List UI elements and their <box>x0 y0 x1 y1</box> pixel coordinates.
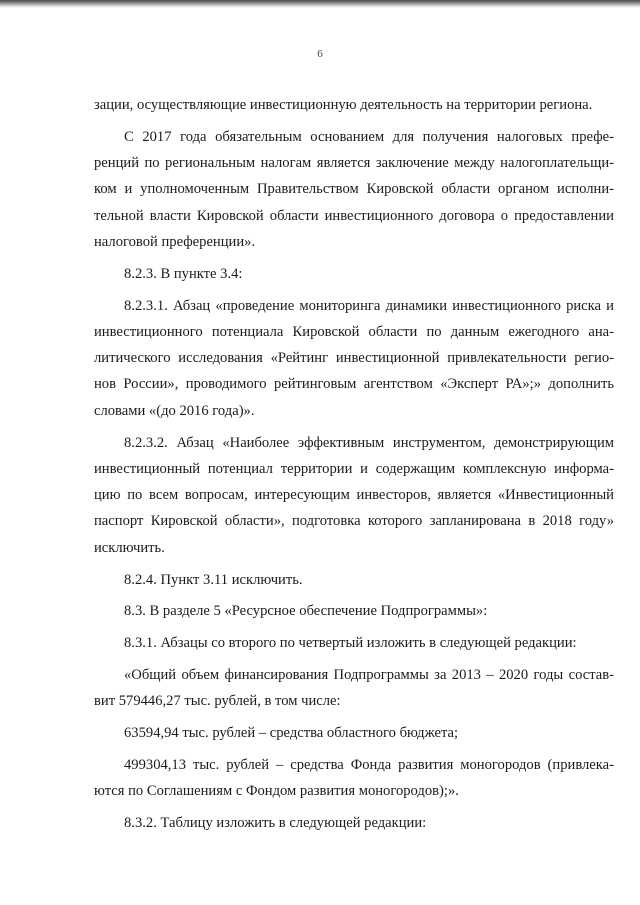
paragraph-continuation: зации, осуществляющие инвестиционную деятельность на территории региона. <box>94 97 593 113</box>
paragraph-8-3-1: 8.3.1. Абзацы со второго по четвертый изложить в следующей редакции: <box>124 635 577 652</box>
paragraph-monocity-fund: 499304,13 тыс. рублей – средства Фонда развития моногородов (привлека-ются по Соглашениям с Фондом развития моногородов);». <box>94 756 614 800</box>
page-number: 6 <box>317 48 323 60</box>
paragraph-regional-budget: 63594,94 тыс. рублей – средства областного бюджета; <box>124 725 459 742</box>
paragraph-tax-preferences: С 2017 года обязательным основанием для получения налоговых префе-ренций по региональным налогам является заключение между налогоплательщи-ком и уполномоченным Правительством Кировской области органом исполни-тельной власти Кировской области инвестиционного договора о предоставлении налоговой преференции». <box>94 128 614 250</box>
paragraph-total-financing: «Общий объем финансирования Подпрограммы за 2013 – 2020 годы состав-вит 579446,27 тыс. рублей, в том числе: <box>94 666 614 710</box>
scan-top-edge <box>0 0 640 8</box>
paragraph-8-3: 8.3. В разделе 5 «Ресурсное обеспечение Подпрограммы»: <box>124 603 488 620</box>
paragraph-8-2-3-2: 8.2.3.2. Абзац «Наиболее эффективным инструментом, демонстрирующим инвестиционный потенциал территории и содержащим комплексную информа-цию по всем вопросам, интересующим инвесторов, является «Инвестиционный паспорт Кировской области», подготовка которого запланирована в 2018 году» исключить. <box>94 434 614 556</box>
paragraph-8-3-2: 8.3.2. Таблицу изложить в следующей редакции: <box>124 814 427 831</box>
document-body <box>94 92 614 836</box>
paragraph-8-2-3: 8.2.3. В пункте 3.4: <box>124 265 243 282</box>
paragraph-8-2-3-1: 8.2.3.1. Абзац «проведение мониторинга динамики инвестиционного риска и инвестиционного потенциала Кировской области по данным ежегодного ана-литического исследования «Рейтинг инвестиционной привлекательности регио-нов России», проводимого рейтинговым агентством «Эксперт РА»;» дополнить словами «(до 2016 года)». <box>94 297 614 419</box>
paragraph-8-2-4: 8.2.4. Пункт 3.11 исключить. <box>124 571 303 588</box>
